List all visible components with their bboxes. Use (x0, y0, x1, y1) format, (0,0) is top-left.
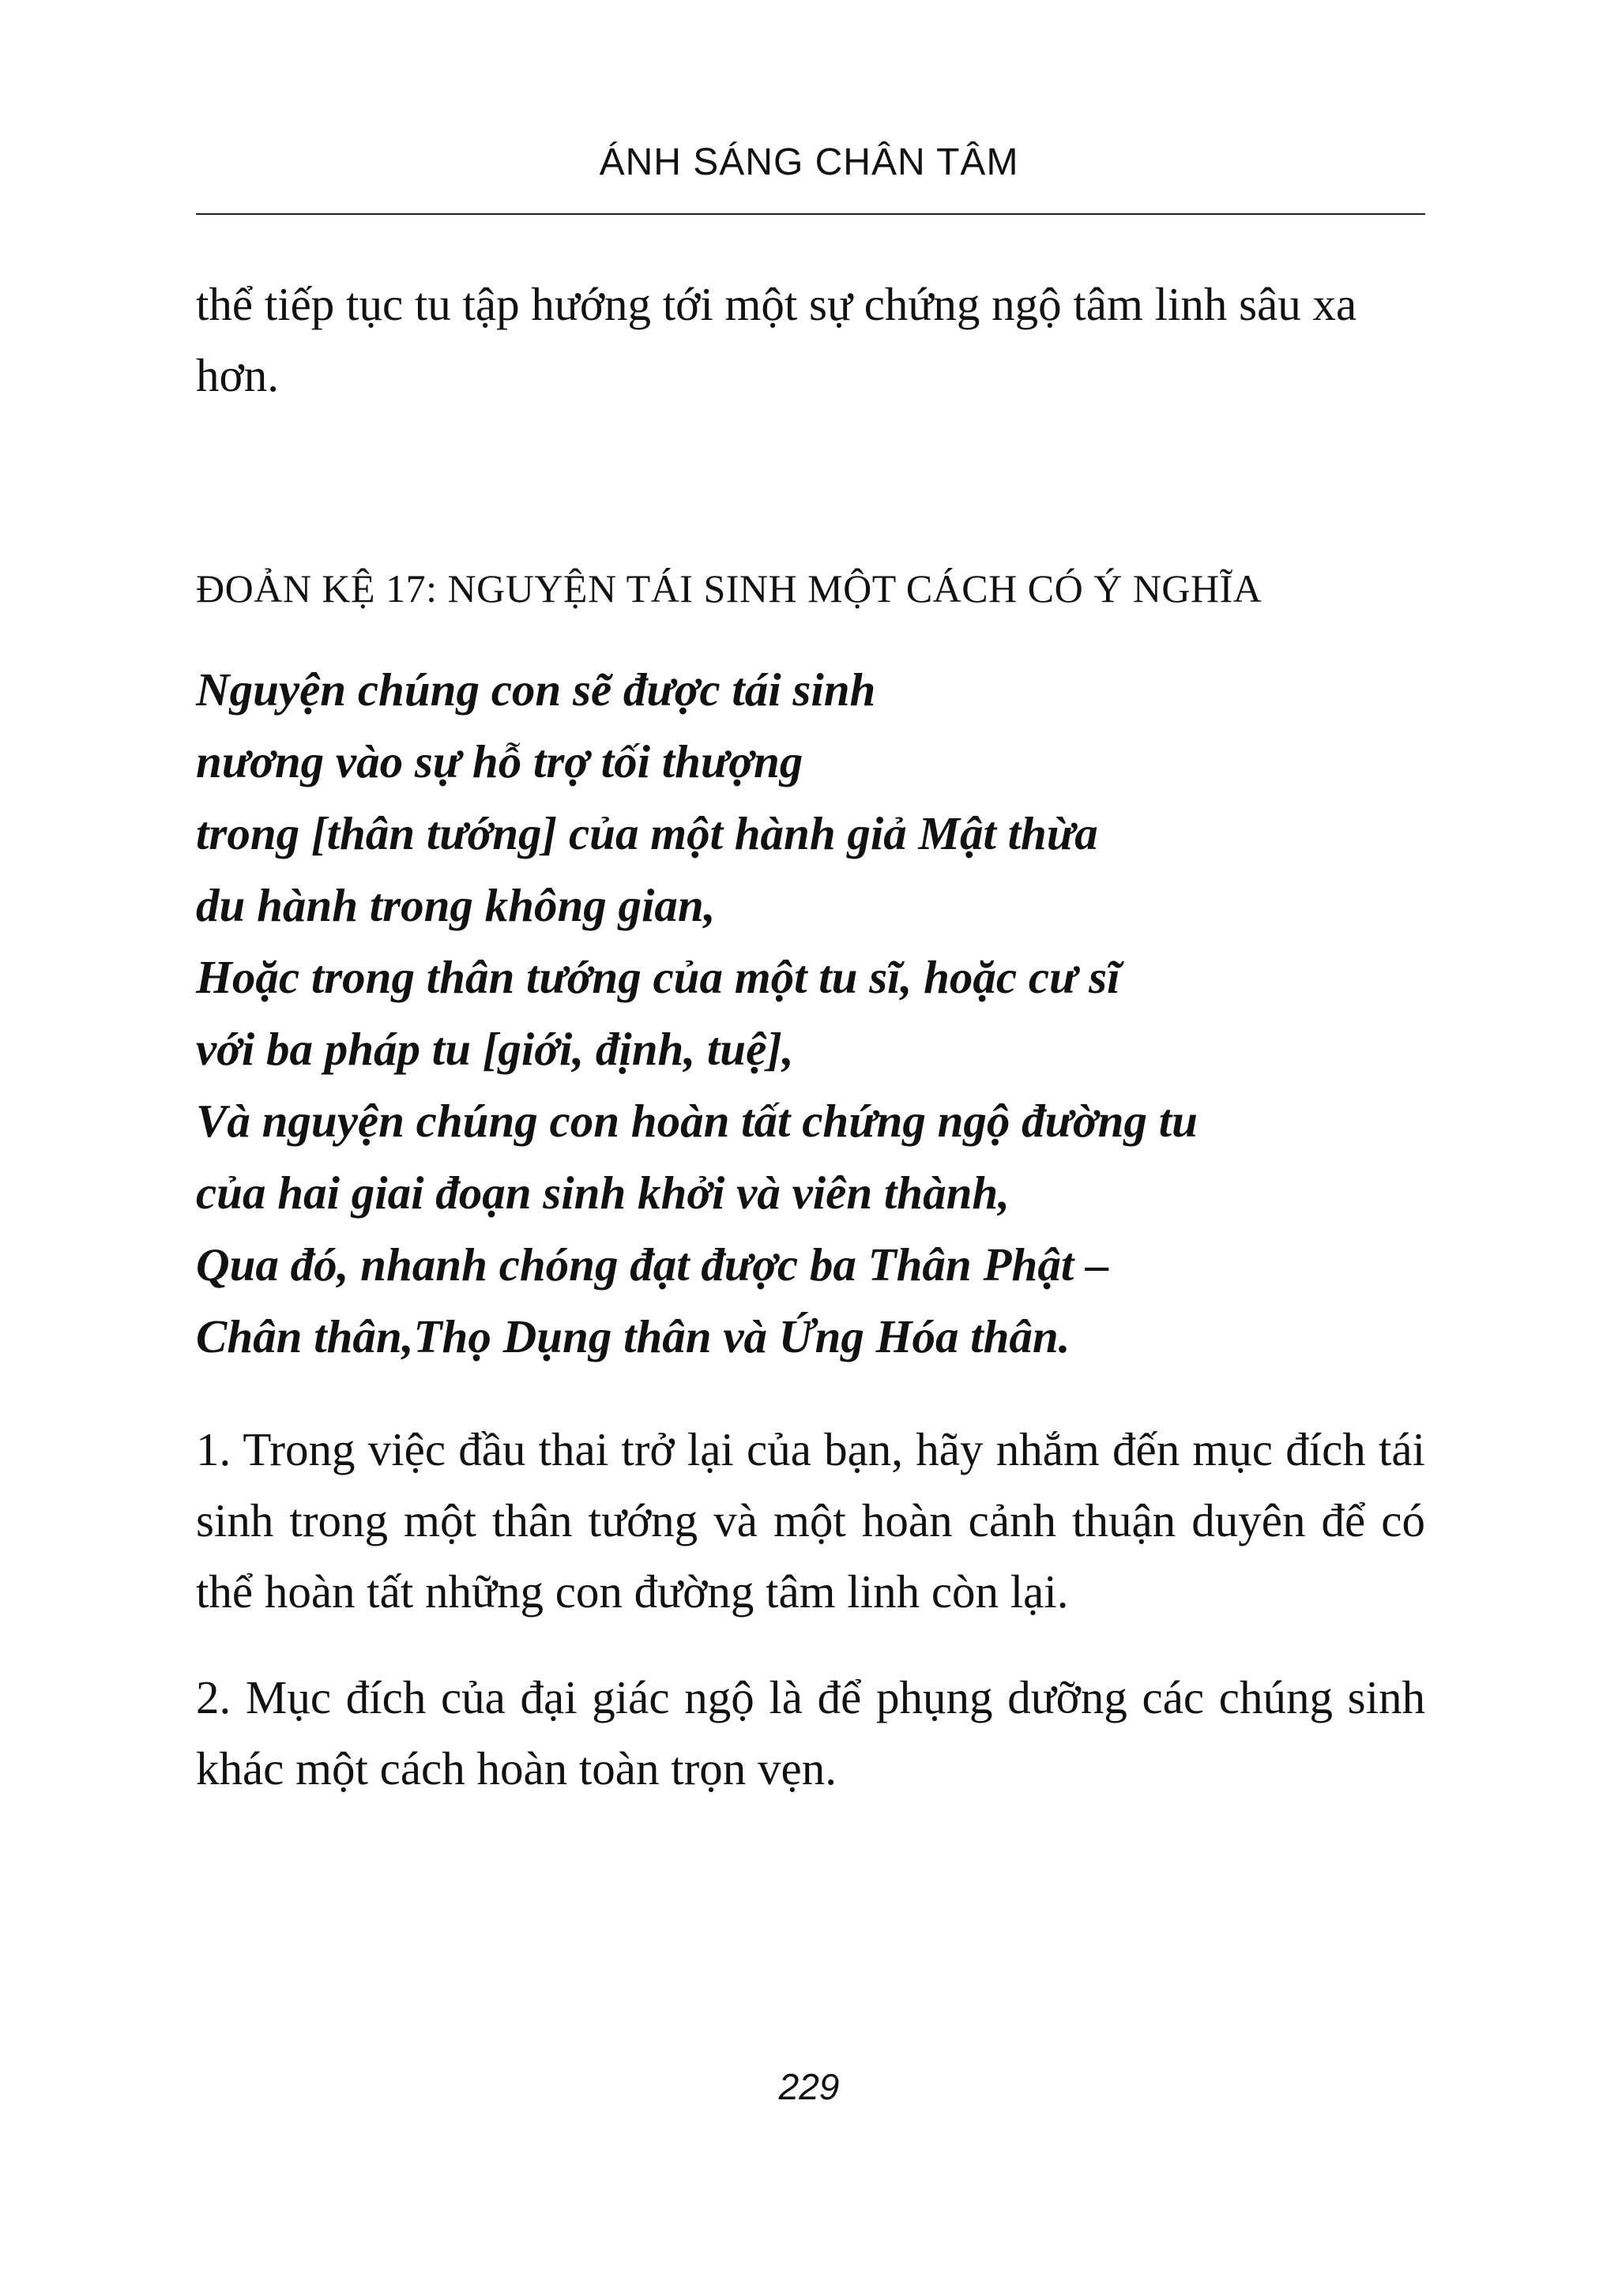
verse-line: trong [thân tướng] của một hành giả Mật thừa (196, 807, 1098, 859)
numbered-paragraph-2: 2. Mục đích của đại giác ngộ là để phụng dưỡng các chúng sinh khác một cách hoàn toàn trọn vẹn. (196, 1671, 1425, 1794)
verse-line: của hai giai đoạn sinh khởi và viên thành, (196, 1167, 1010, 1219)
numbered-paragraph-1: 1. Trong việc đầu thai trở lại của bạn, hãy nhắm đến mục đích tái sinh trong một thân tướng và một hoàn cảnh thuận duyên để có thể hoàn tất những con đường tâm linh còn lại. (196, 1423, 1425, 1618)
verse-block (196, 654, 1425, 1373)
verse-line: Qua đó, nhanh chóng đạt được ba Thân Phật – (196, 1238, 1109, 1291)
running-header: ÁNH SÁNG CHÂN TÂM (599, 141, 1019, 183)
section-title: ĐOẢN KỆ 17: NGUYỆN TÁI SINH MỘT CÁCH CÓ Ý NGHĨA (196, 566, 1262, 611)
continuation-paragraph: thể tiếp tục tu tập hướng tới một sự chứng ngộ tâm linh sâu xa hơn. (196, 278, 1357, 401)
page-content (196, 269, 1425, 1804)
verse-line: Chân thân,Thọ Dụng thân và Ứng Hóa thân. (196, 1310, 1071, 1362)
verse-line: du hành trong không gian, (196, 879, 716, 931)
page-number: 229 (778, 2066, 840, 2107)
verse-line: Hoặc trong thân tướng của một tu sĩ, hoặc cư sĩ (196, 951, 1120, 1003)
verse-line: Nguyện chúng con sẽ được tái sinh (196, 663, 876, 716)
verse-line: với ba pháp tu [giới, định, tuệ], (196, 1023, 794, 1075)
verse-line: nương vào sự hỗ trợ tối thượng (196, 735, 803, 787)
header-divider (196, 213, 1425, 215)
verse-line: Và nguyện chúng con hoàn tất chứng ngộ đường tu (196, 1095, 1198, 1147)
